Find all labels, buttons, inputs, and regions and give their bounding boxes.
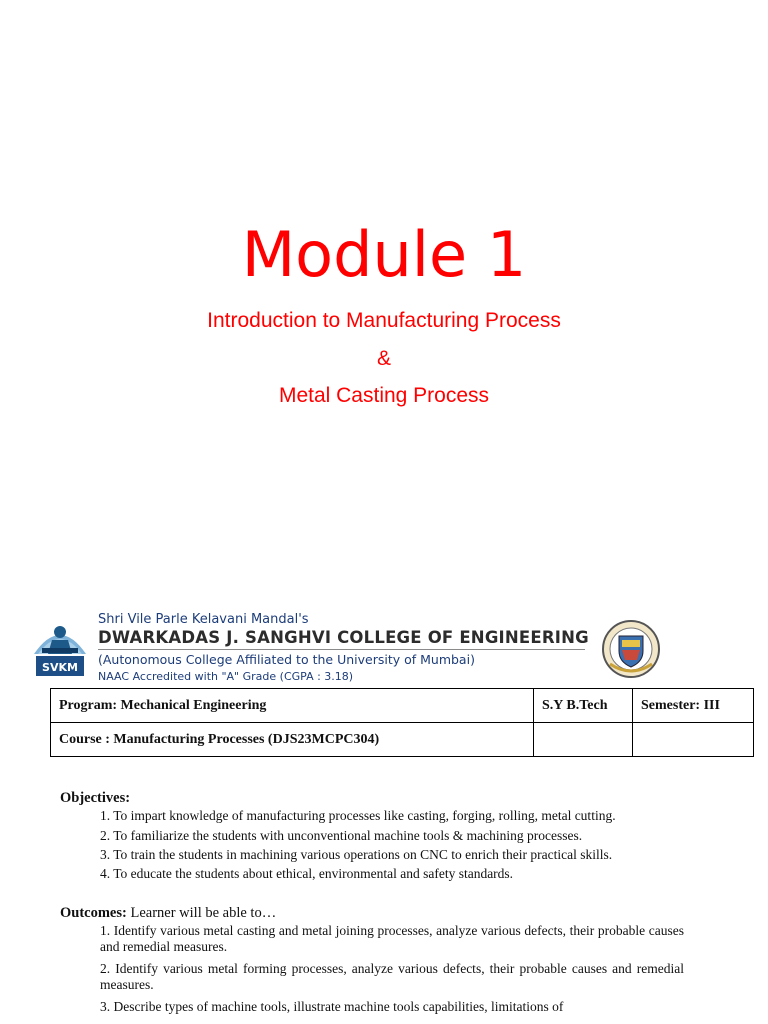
subtitle-ampersand: &: [376, 347, 391, 370]
objective-item: 2. To familiarize the students with unconventional machine tools & machining processes.: [100, 828, 583, 843]
table-row: [51, 723, 754, 757]
objective-item: 1. To impart knowledge of manufacturing processes like casting, forging, rolling, metal cutting.: [100, 808, 616, 823]
trust-name: Shri Vile Parle Kelavani Mandal's: [98, 612, 309, 627]
svkm-logo-text: SVKM: [42, 661, 78, 674]
objective-item: 4. To educate the students about ethical, environmental and safety standards.: [100, 866, 514, 881]
outcome-item: 3. Describe types of machine tools, illustrate machine tools capabilities, limitations of: [100, 999, 564, 1014]
syllabus-scan: [28, 610, 743, 1024]
outcomes-label: Outcomes:: [60, 905, 127, 921]
year-cell: S.Y B.Tech: [534, 689, 633, 723]
svkm-logo-icon: [30, 614, 90, 680]
accreditation-text: NAAC Accredited with "A" Grade (CGPA : 3.18): [98, 670, 354, 683]
outcomes-heading: [60, 905, 276, 922]
empty-cell: [534, 723, 633, 757]
outcome-item: 1. Identify various metal casting and metal joining processes, analyze various defects, their probable causes and remedial measures.: [100, 923, 684, 954]
program-cell: Program: Mechanical Engineering: [51, 689, 534, 723]
affiliation-text: (Autonomous College Affiliated to the University of Mumbai): [98, 652, 475, 667]
outcomes-intro: Learner will be able to…: [126, 905, 277, 921]
module-title: Module 1: [241, 218, 527, 291]
semester-cell: Semester: III: [633, 689, 754, 723]
course-cell: Course : Manufacturing Processes (DJS23MCPC304): [51, 723, 534, 757]
table-row: [51, 689, 754, 723]
college-crest-icon: [600, 618, 662, 680]
outcome-item: 2. Identify various metal forming processes, analyze various defects, their probable causes and remedial measures.: [100, 961, 684, 992]
objective-item: 3. To train the students in machining various operations on CNC to enrich their practical skills.: [100, 847, 613, 862]
college-name: DWARKADAS J. SANGHVI COLLEGE OF ENGINEERING: [98, 628, 589, 647]
header-divider: [98, 649, 585, 650]
subtitle-line-1: Introduction to Manufacturing Process: [207, 309, 561, 332]
empty-cell: [633, 723, 754, 757]
course-info-table: [50, 688, 754, 757]
subtitle-line-3: Metal Casting Process: [278, 384, 490, 407]
objectives-heading: Objectives:: [60, 790, 131, 806]
